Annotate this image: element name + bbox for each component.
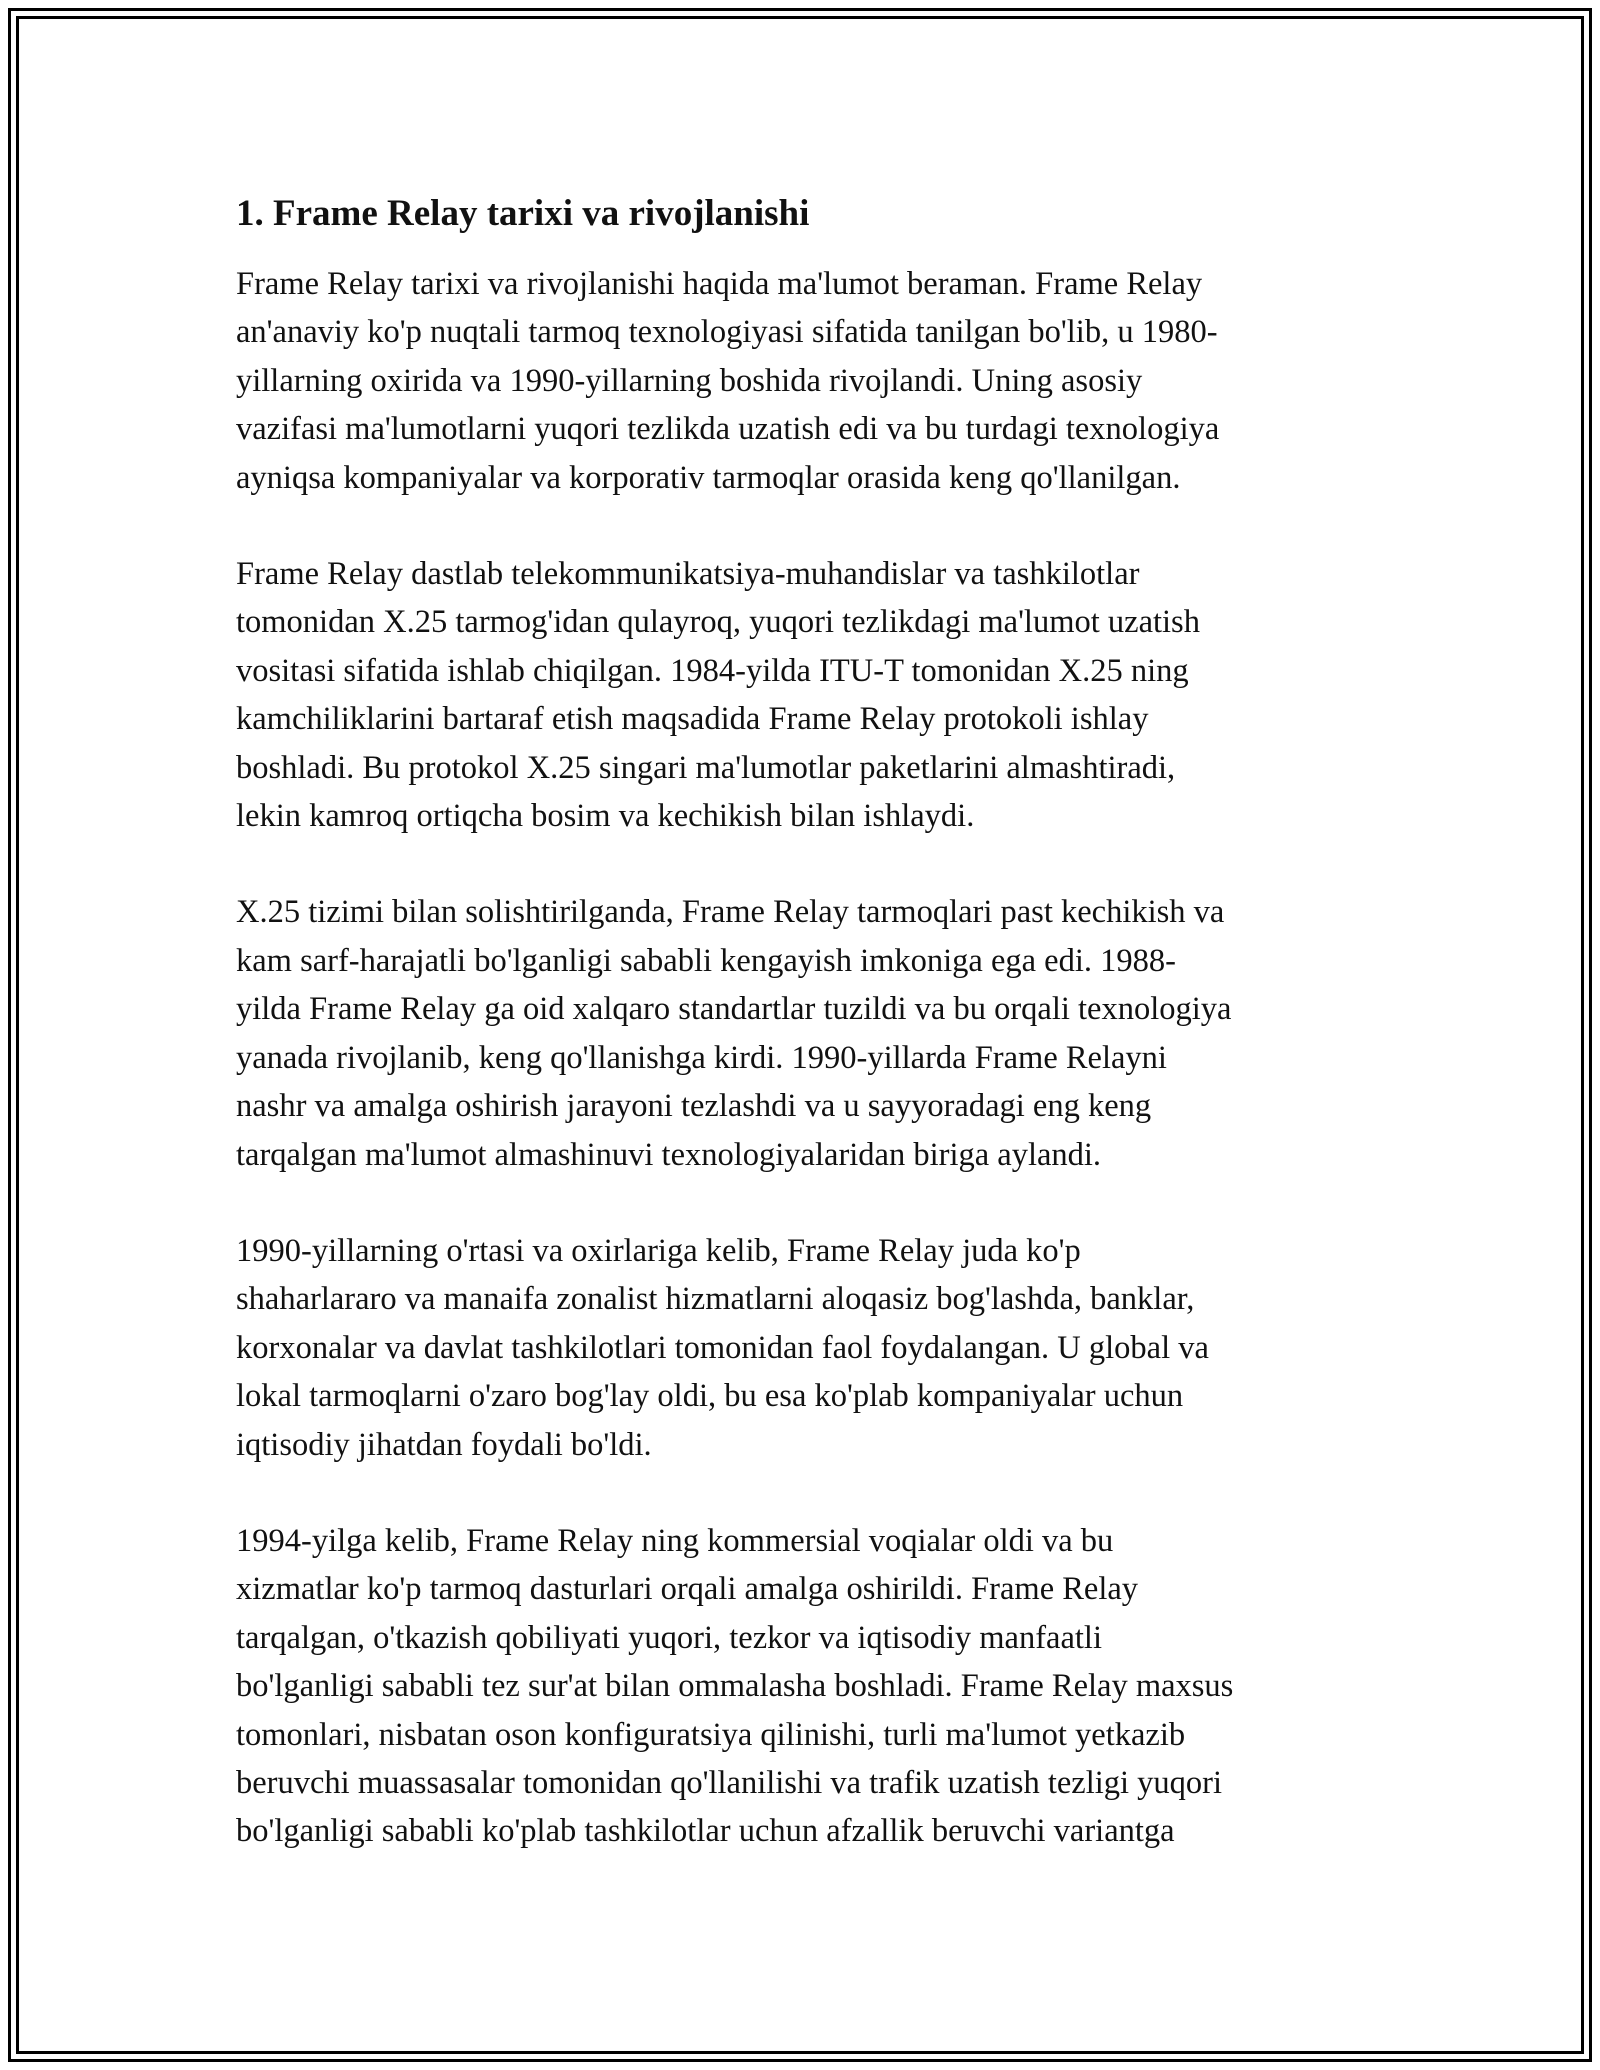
paragraph-4: 1990-yillarning o'rtasi va oxirlariga kelib, Frame Relay juda ko'p shaharlararo va manaifa zonalist hizmatlarni aloqasiz bog'lashda, banklar, korxonalar va davlat tashkilotlari tomonidan faol foydalangan. U global va lokal tarmoqlarni o'zaro bog'lay oldi, bu esa ko'plab kompaniyalar uchun iqtisodiy jihatdan foydali bo'ldi. xyxy=(236,1232,1209,1463)
paragraph-5: 1994-yilga kelib, Frame Relay ning kommersial voqialar oldi va bu xizmatlar ko'p tarmoq dasturlari orqali amalga oshirildi. Frame Relay tarqalgan, o'tkazish qobiliyati yuqori, tezkor va iqtisodiy manfaatli bo'lganligi sababli tez sur'at bilan ommalasha boshladi. Frame Relay maxsus tomonlari, nisbatan oson konfiguratsiya qilinishi, turli ma'lumot yetkazib beruvchi muassasalar tomonidan qo'llanilishi va trafik uzatish tezligi yuqori bo'lganligi sababli ko'plab tashkilotlar uchun afzallik beruvchi variantga xyxy=(236,1522,1234,1850)
paragraph-1: Frame Relay tarixi va rivojlanishi haqida ma'lumot beraman. Frame Relay an'anaviy ko'p nuqtali tarmoq texnologiyasi sifatida tanilgan bo'lib, u 1980- yillarning oxirida va 1990-yillarning boshida rivojlandi. Uning asosiy vazifasi ma'lumotlarni yuqori tezlikda uzatish edi va bu turdagi texnologiya ayniqsa kompaniyalar va korporativ tarmoqlar orasida keng qo'llanilgan. xyxy=(236,266,1220,496)
paragraph-3: X.25 tizimi bilan solishtirilganda, Frame Relay tarmoqlari past kechikish va kam sarf-harajatli bo'lganligi sababli kengayish imkoniga ega edi. 1988- yilda Frame Relay ga oid xalqaro standartlar tuzildi va bu orqali texnologiya yanada rivojlanib, keng qo'llanishga kirdi. 1990-yillarda Frame Relayni nashr va amalga oshirish jarayoni tezlashdi va u sayyoradagi eng keng tarqalgan ma'lumot almashinuvi texnologiyalaridan biriga aylandi. xyxy=(236,894,1232,1173)
paragraph-2: Frame Relay dastlab telekommunikatsiya-muhandislar va tashkilotlar tomonidan X.25 tarmog'idan qulayroq, yuqori tezlikdagi ma'lumot uzatish vositasi sifatida ishlab chiqilgan. 1984-yilda ITU-T tomonidan X.25 ning kamchiliklarini bartaraf etish maqsadida Frame Relay protokoli ishlay boshladi. Bu protokol X.25 singari ma'lumotlar paketlarini almashtiradi, lekin kamroq ortiqcha bosim va kechikish bilan ishlaydi. xyxy=(236,556,1200,835)
document-content xyxy=(236,186,1376,1904)
section-heading: 1. Frame Relay tarixi va rivojlanishi xyxy=(236,193,810,234)
